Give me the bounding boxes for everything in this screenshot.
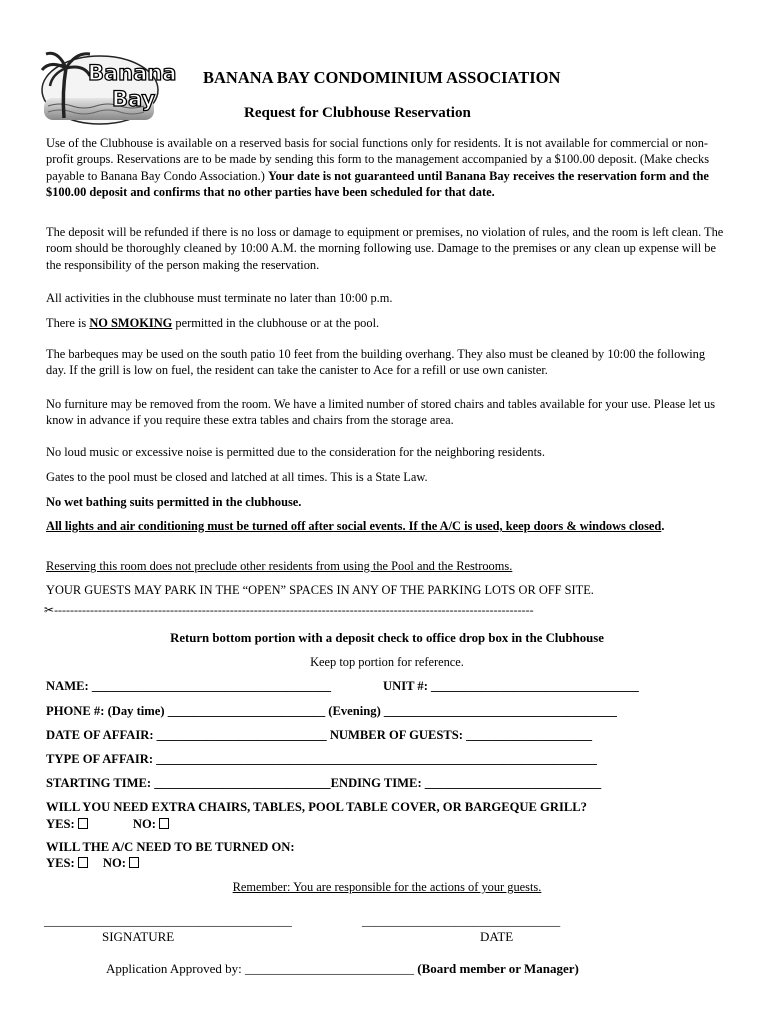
- association-title: BANANA BAY CONDOMINIUM ASSOCIATION: [203, 68, 561, 87]
- noise-paragraph: No loud music or excessive noise is permitted due to the consideration for the neighboring residents.: [46, 445, 545, 459]
- name-field[interactable]: NAME: ______________________________________: [46, 679, 332, 693]
- dashed-line: ------------------------------------------------------------------------------------------------------------------------: [54, 603, 534, 617]
- keep-note: Keep top portion for reference.: [310, 655, 464, 669]
- wet-suits-paragraph: No wet bathing suits permitted in the clubhouse.: [46, 495, 302, 509]
- approval-row: [106, 961, 579, 977]
- deposit-paragraph: The deposit will be refunded if there is no loss or damage to equipment or premises, no violation of rules, and the room is left clean. The room should be thoroughly cleaned by 10:00 A.M. the morning following use. Damage to the premises or any clean up expense will be the responsibility of the person making the reservation.: [46, 225, 724, 272]
- ac-question: WILL THE A/C NEED TO BE TURNED ON:: [46, 840, 295, 854]
- type-affair-field[interactable]: TYPE OF AFFAIR: ______________________________________________________________________: [46, 752, 597, 766]
- no-smoking-emphasis: NO SMOKING: [89, 316, 173, 330]
- ac-yes-label: YES:: [46, 856, 75, 870]
- extras-yes-label: YES:: [46, 817, 75, 831]
- extras-no-label: NO:: [132, 817, 156, 831]
- date-line[interactable]: ________________________________: [362, 914, 561, 928]
- furniture-paragraph: No furniture may be removed from the room. We have a limited number of stored chairs and tables available for your use. Please let us know in advance if you require these extra tables and chairs from the storage area.: [46, 397, 716, 428]
- remember-note: Remember: You are responsible for the actions of your guests.: [232, 880, 542, 894]
- return-note: Return bottom portion with a deposit check to office drop box in the Clubhouse: [170, 631, 604, 645]
- signature-line[interactable]: ________________________________________: [44, 914, 292, 928]
- scissors-icon: ✂: [44, 603, 55, 617]
- date-guests-field[interactable]: DATE OF AFFAIR: ___________________________ NUMBER OF GUESTS: ____________________: [46, 728, 593, 742]
- activities-paragraph: All activities in the clubhouse must terminate no later than 10:00 p.m.: [46, 291, 393, 305]
- ac-answer-row: [46, 856, 139, 871]
- signature-label: SIGNATURE: [102, 929, 175, 944]
- times-field[interactable]: STARTING TIME: ____________________________ENDING TIME: ____________________________: [46, 776, 602, 790]
- lights-paragraph: All lights and air conditioning must be turned off after social events. If the A/C is used, keep doors & windows closed.: [46, 519, 665, 533]
- pool-restrooms-paragraph: Reserving this room does not preclude other residents from using the Pool and the Restrooms.: [46, 559, 513, 573]
- smoking-paragraph: There is NO SMOKING permitted in the clubhouse or at the pool.: [46, 316, 380, 330]
- ac-yes-checkbox[interactable]: [78, 857, 88, 868]
- cut-line: [44, 603, 534, 618]
- intro-text: Use of the Clubhouse is available on a reserved basis for social functions only for residents. It is not available for commercial or non-profit groups. Reservations are to be made by sending this form to the management accompanied by a $100.00 deposit. (Make checks payable to Banana Bay Condo Association.): [46, 136, 710, 183]
- approved-line[interactable]: __________________________: [245, 961, 415, 976]
- parking-paragraph: YOUR GUESTS MAY PARK IN THE “OPEN” SPACES IN ANY OF THE PARKING LOTS OR OFF SITE.: [46, 583, 594, 597]
- banana-bay-logo: [40, 46, 186, 126]
- unit-field[interactable]: UNIT #: _________________________________: [383, 679, 639, 693]
- extras-question: WILL YOU NEED EXTRA CHAIRS, TABLES, POOL TABLE COVER, OR BARGEQUE GRILL?: [46, 800, 587, 814]
- extras-yes-checkbox[interactable]: [78, 818, 88, 829]
- ac-no-checkbox[interactable]: [129, 857, 139, 868]
- form-subtitle: Request for Clubhouse Reservation: [244, 105, 471, 121]
- extras-no-checkbox[interactable]: [159, 818, 169, 829]
- approver-role: (Board member or Manager): [414, 961, 579, 976]
- svg-text:Banana: Banana: [88, 61, 177, 85]
- extras-answer-row: [46, 817, 169, 832]
- svg-text:Bay: Bay: [112, 87, 156, 111]
- ac-no-label: NO:: [102, 856, 126, 870]
- intro-paragraph: [46, 135, 728, 201]
- date-label: DATE: [480, 929, 514, 944]
- approved-label: Application Approved by:: [106, 961, 246, 976]
- phone-field[interactable]: PHONE #: (Day time) _________________________ (Evening) _____________________________________: [46, 704, 617, 718]
- intro-guarantee-text: Your date is not guaranteed until Banana Bay receives the reservation form and the $100.00 deposit and confirms that no other parties have been scheduled for that date.: [46, 168, 709, 200]
- barbeques-paragraph: The barbeques may be used on the south patio 10 feet from the building overhang. They also must be cleaned by 10:00 the following day. If the grill is low on fuel, the resident can take the canister to Ace for a refill or use own canister.: [46, 347, 706, 378]
- gates-paragraph: Gates to the pool must be closed and latched at all times. This is a State Law.: [46, 470, 428, 484]
